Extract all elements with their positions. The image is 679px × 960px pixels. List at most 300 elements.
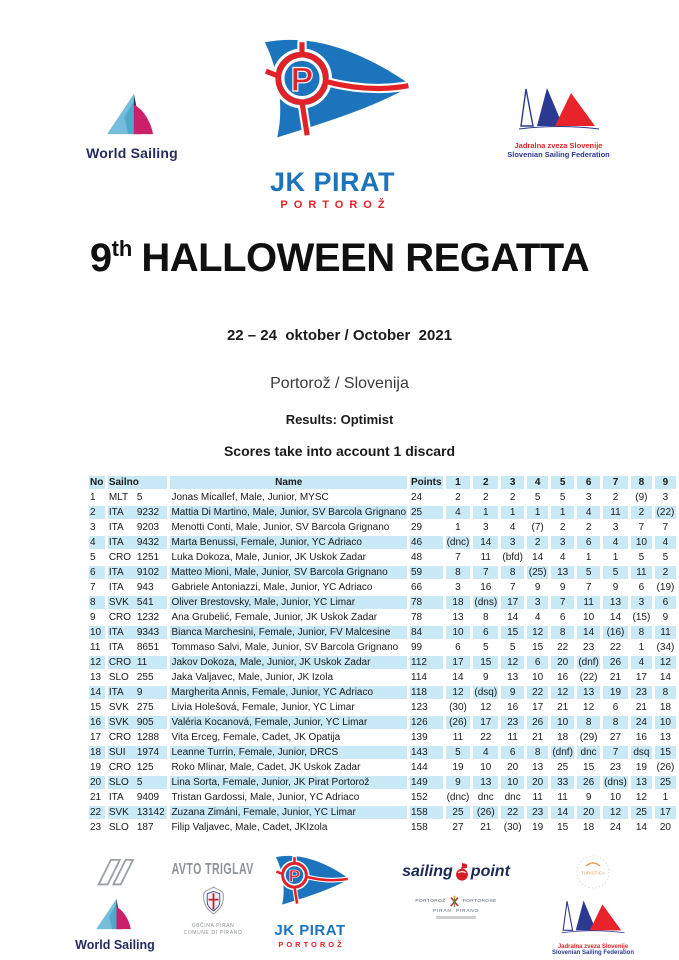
cell-race-score: 3: [501, 536, 524, 549]
cell-name: Zuzana Zimáni, Female, Junior, YC Limar: [170, 806, 407, 819]
world-sailing-logo: [72, 90, 192, 161]
cell-race-score: 22: [527, 686, 548, 699]
cell-race-score: 4: [534, 612, 541, 623]
cell-race-score: (15): [632, 612, 651, 623]
cell-name: Margherita Annis, Female, Junior, YC Adriaco: [170, 686, 407, 699]
cell-name: Livia Holešová, Female, Junior, YC Limar: [171, 702, 355, 713]
table-row: [89, 626, 676, 639]
cell-race-score: 13: [452, 612, 464, 623]
cell-race-score: 12: [446, 686, 471, 699]
cell-race-score: 22: [609, 642, 622, 653]
cell-country: CRO: [108, 732, 132, 743]
federation-name-en: Slovenian Sailing Federation: [507, 150, 610, 159]
cell-race-score: 24: [631, 716, 652, 729]
cell-sailno: [108, 746, 168, 759]
piran-municipality-it: COMUNE DI PIRANO: [183, 929, 243, 936]
cell-race-score: 19: [635, 762, 647, 773]
cell-sailnumber: 8651: [136, 642, 160, 653]
table-row: [89, 566, 676, 579]
cell-race-score: 17: [532, 702, 544, 713]
cell-race-score: 5: [509, 642, 516, 653]
pennant-letter: P: [290, 60, 313, 99]
jk-pirat-pennant-icon: [268, 853, 352, 915]
sailing-federation-logo: [486, 84, 631, 159]
cell-race-score: 16: [480, 582, 492, 593]
cell-sailnumber: 541: [136, 597, 154, 608]
cell-race-score: 17: [635, 672, 647, 683]
cell-points: 112: [410, 656, 443, 669]
cell-race-score: 6: [473, 626, 498, 639]
column-header: 9: [655, 476, 676, 489]
cell-race-score: 13: [507, 672, 519, 683]
column-header: 7: [603, 476, 628, 489]
cell-race-score: 1: [551, 506, 574, 519]
cell-race-score: (dnc): [446, 792, 470, 803]
cell-rank: 13: [90, 672, 102, 683]
world-sailing-label: World Sailing: [86, 145, 178, 161]
cell-sailno: [108, 641, 168, 654]
cell-country: ITA: [108, 537, 124, 548]
cell-name: Marta Benussi, Female, Junior, YC Adriaco: [170, 536, 407, 549]
cell-race-score: 4: [577, 506, 600, 519]
cell-race-score: 7: [603, 746, 628, 759]
cell-race-score: 13: [551, 566, 574, 579]
cell-race-score: 11: [603, 506, 628, 519]
cell-race-score: 5: [446, 746, 471, 759]
avto-triglav-label: AVTO TRIGLAV: [171, 859, 255, 879]
discard-note: Scores take into account 1 discard: [223, 443, 456, 459]
cell-race-score: 3: [612, 522, 619, 533]
cell-sailno: [108, 686, 168, 699]
cell-race-score: 9: [559, 582, 566, 593]
buoy-icon: [455, 862, 469, 881]
cell-sailnumber: 905: [136, 717, 154, 728]
cell-name: Lina Sorta, Female, Junior, JK Pirat Portorož: [170, 776, 407, 789]
federation-sails-icon: [560, 897, 626, 937]
cell-race-score: 9: [662, 612, 669, 623]
cell-race-score: 4: [631, 656, 652, 669]
cell-race-score: 11: [557, 792, 568, 803]
cell-country: SUI: [108, 747, 126, 758]
cell-rank: 6: [89, 566, 105, 579]
world-sailing-label: World Sailing: [75, 938, 155, 952]
cell-race-score: 1: [473, 506, 498, 519]
cell-race-score: 13: [603, 596, 628, 609]
cell-race-score: 11: [532, 792, 543, 803]
cell-race-score: 7: [551, 596, 574, 609]
cell-race-score: 5: [482, 642, 489, 653]
cell-race-score: 25: [631, 806, 652, 819]
cell-race-score: 6: [577, 536, 600, 549]
cell-race-score: 3: [455, 582, 461, 593]
cell-race-score: 11: [480, 552, 491, 563]
cell-sailno: [108, 806, 168, 819]
cell-sailno: [108, 656, 168, 669]
cell-race-score: 14: [635, 822, 647, 833]
cell-race-score: 12: [603, 806, 628, 819]
cell-race-score: (7): [531, 522, 544, 533]
table-row: [89, 716, 676, 729]
cell-race-score: 24: [609, 822, 622, 833]
cell-race-score: (25): [528, 567, 547, 578]
cell-country: ITA: [108, 582, 124, 593]
cell-rank: 22: [89, 806, 105, 819]
cell-rank: 7: [90, 582, 96, 593]
cell-race-score: 7: [638, 522, 645, 533]
sailing-point-word2: point: [470, 862, 510, 880]
column-header: 8: [631, 476, 652, 489]
cell-race-score: dnc: [504, 792, 521, 803]
footer-jk-pirat-logo: [258, 853, 362, 949]
cell-race-score: 1: [662, 792, 669, 803]
cell-race-score: 8: [655, 686, 676, 699]
cell-race-score: (26): [446, 716, 471, 729]
cell-points: 78: [411, 612, 423, 623]
cell-race-score: 7: [509, 582, 516, 593]
cell-rank: 21: [90, 792, 102, 803]
cell-race-score: 22: [501, 806, 524, 819]
cell-country: SVK: [108, 702, 129, 713]
table-row: [89, 821, 676, 834]
cell-points: 84: [410, 626, 443, 639]
cell-race-score: 11: [452, 732, 464, 743]
cell-race-score: 6: [655, 596, 676, 609]
cell-sailno: [108, 551, 168, 564]
results-class-label: Results: Optimist: [285, 412, 394, 427]
table-row: [89, 611, 676, 624]
cell-country: ITA: [108, 567, 124, 578]
cell-race-score: 27: [452, 822, 464, 833]
cell-sailnumber: 9232: [136, 507, 160, 518]
cell-sailnumber: 5: [136, 777, 143, 788]
cell-race-score: 1: [455, 522, 461, 533]
column-header: 2: [473, 476, 498, 489]
cell-race-score: 2: [482, 492, 489, 503]
cell-race-score: 25: [557, 762, 569, 773]
cell-race-score: 22: [480, 732, 492, 743]
cell-race-score: 4: [655, 536, 676, 549]
cell-race-score: (22): [579, 672, 598, 683]
cell-points: 99: [411, 642, 423, 653]
cell-race-score: 10: [609, 792, 622, 803]
cell-race-score: (bfd): [502, 552, 523, 563]
cell-race-score: 20: [659, 822, 671, 833]
table-row: [89, 506, 676, 519]
cell-race-score: 2: [509, 492, 516, 503]
cell-race-score: 9: [534, 582, 541, 593]
cell-race-score: 4: [559, 552, 566, 563]
cell-sailnumber: 9203: [136, 522, 160, 533]
cell-race-score: 2: [612, 492, 619, 503]
cell-race-score: 14: [551, 806, 574, 819]
cell-race-score: (dnc): [446, 537, 470, 548]
table-row: [89, 491, 676, 504]
cell-points: 158: [410, 806, 443, 819]
cell-rank: 17: [90, 732, 102, 743]
table-row: [89, 761, 676, 774]
cell-race-score: 12: [501, 656, 524, 669]
portoroz-label-sl: PORTOROŽ: [415, 899, 446, 904]
table-row: [89, 521, 676, 534]
cell-rank: 16: [89, 716, 105, 729]
cell-race-score: 12: [583, 702, 595, 713]
cell-name: Oliver Brestovsky, Male, Junior, YC Limar: [170, 596, 407, 609]
cell-name: Roko Mlinar, Male, Cadet, JK Uskok Zadar: [171, 762, 361, 773]
table-row: [89, 656, 676, 669]
cell-race-score: 14: [577, 626, 600, 639]
cell-race-score: 10: [446, 626, 471, 639]
cell-country: SVK: [108, 807, 129, 818]
cell-race-score: 17: [446, 656, 471, 669]
cell-race-score: (dnf): [552, 747, 573, 758]
title-number: 9: [89, 236, 112, 280]
cell-race-score: 21: [609, 672, 622, 683]
cell-country: CRO: [108, 657, 132, 668]
cell-name: Tommaso Salvi, Male, Junior, SV Barcola Grignano: [171, 642, 399, 653]
cell-race-score: (26): [473, 806, 498, 819]
cell-race-score: 4: [473, 746, 498, 759]
cell-name: Leanne Turrin, Female, Junior, DRCS: [170, 746, 407, 759]
cell-sailno: [108, 671, 168, 684]
cell-race-score: 19: [452, 762, 464, 773]
cell-sailno: [108, 701, 168, 714]
cell-race-score: 10: [551, 716, 574, 729]
cell-points: 46: [410, 536, 443, 549]
cell-race-score: 10: [655, 716, 676, 729]
cell-race-score: 15: [583, 762, 595, 773]
cell-race-score: 5: [534, 492, 541, 503]
cell-race-score: 4: [509, 522, 516, 533]
cell-race-score: 20: [507, 762, 519, 773]
cell-rank: 9: [90, 612, 96, 623]
cell-race-score: 2: [655, 566, 676, 579]
cell-country: ITA: [108, 792, 124, 803]
cell-sailnumber: 9432: [136, 537, 160, 548]
cell-race-score: 11: [631, 566, 652, 579]
cell-sailnumber: 275: [136, 702, 154, 713]
cell-race-score: 20: [577, 806, 600, 819]
cell-race-score: 13: [659, 732, 671, 743]
column-header: No: [90, 477, 104, 488]
cell-race-score: 14: [659, 672, 671, 683]
cell-country: SVK: [108, 717, 129, 728]
cell-race-score: 23: [583, 642, 595, 653]
cell-rank: 4: [89, 536, 105, 549]
title-text: HALLOWEEN REGATTA: [141, 236, 590, 280]
table-row: [89, 731, 676, 744]
cell-race-score: 17: [501, 596, 524, 609]
cell-points: 158: [411, 822, 428, 833]
cell-race-score: 4: [446, 506, 471, 519]
cell-race-score: 5: [577, 566, 600, 579]
cell-points: 139: [411, 732, 428, 743]
piran-crest-icon: [200, 885, 227, 916]
cell-race-score: 12: [655, 656, 676, 669]
cell-country: ITA: [108, 507, 124, 518]
cell-race-score: 20: [527, 776, 548, 789]
cell-name: Tristan Gardossi, Male, Junior, YC Adriaco: [171, 792, 360, 803]
cell-name: Matteo Mioni, Male, Junior, SV Barcola Grignano: [170, 566, 407, 579]
cell-race-score: (29): [579, 732, 598, 743]
cell-sailnumber: 125: [136, 762, 154, 773]
world-sailing-sail-icon: [103, 90, 161, 138]
column-header: 5: [551, 476, 574, 489]
table-row: [89, 536, 676, 549]
turistica-icon: [574, 853, 612, 891]
cell-rank: 11: [90, 642, 101, 653]
cell-country: SLO: [108, 672, 129, 683]
cell-race-score: 8: [527, 746, 548, 759]
cell-race-score: 8: [551, 626, 574, 639]
cell-sailnumber: 1974: [136, 747, 160, 758]
cell-race-score: 2: [559, 522, 566, 533]
table-row: [89, 776, 676, 789]
cell-sailnumber: 13142: [136, 807, 165, 818]
column-header: Sailno: [108, 476, 168, 489]
cell-rank: 12: [89, 656, 105, 669]
cell-country: CRO: [108, 552, 132, 563]
cell-race-score: 18: [583, 822, 595, 833]
cell-race-score: 8: [631, 626, 652, 639]
turistica-label: TURISTICA: [580, 870, 606, 876]
cell-points: 126: [410, 716, 443, 729]
portoroz-label-it: PORTOROSE: [462, 899, 497, 904]
footer-sailing-point-logo: [392, 862, 520, 919]
cell-sailnumber: 9343: [136, 627, 160, 638]
jk-pirat-subtitle: PORTOROŽ: [278, 940, 345, 949]
cell-name: Valéria Kocanová, Female, Junior, YC Limar: [170, 716, 407, 729]
title-ordinal: th: [111, 236, 133, 261]
cell-race-score: 23: [609, 762, 622, 773]
cell-points: 48: [411, 552, 423, 563]
cell-race-score: (dns): [474, 597, 498, 608]
cell-country: ITA: [108, 522, 124, 533]
cell-name: Mattia Di Martino, Male, Junior, SV Barcola Grignano: [171, 507, 406, 518]
footer-small-caption-bar: [436, 916, 476, 919]
cell-rank: 14: [89, 686, 105, 699]
table-row: [89, 686, 676, 699]
column-header: 3: [501, 476, 524, 489]
results-body: [89, 491, 676, 834]
cell-sailnumber: 9102: [136, 567, 160, 578]
cell-name: Ana Grubelić, Female, Junior, JK Uskok Zadar: [171, 612, 378, 623]
column-header: 6: [577, 476, 600, 489]
cell-race-score: 20: [551, 656, 574, 669]
cell-sailno: [108, 791, 168, 804]
cell-race-score: 18: [557, 732, 569, 743]
cell-country: ITA: [108, 687, 124, 698]
cell-points: 114: [411, 672, 427, 683]
cell-race-score: 7: [585, 582, 592, 593]
cell-race-score: 10: [532, 672, 544, 683]
cell-rank: 1: [90, 492, 96, 503]
cell-race-score: 6: [501, 746, 524, 759]
cell-race-score: 11: [507, 732, 518, 743]
cell-race-score: 21: [480, 822, 492, 833]
cell-race-score: 9: [446, 776, 471, 789]
cell-race-score: 25: [655, 776, 676, 789]
cell-race-score: (9): [635, 492, 648, 503]
cell-race-score: 9: [612, 582, 619, 593]
jk-pirat-subtitle: PORTOROŽ: [280, 199, 391, 211]
cell-name: Jonas Micallef, Male, Junior, MYSC: [171, 492, 329, 503]
cell-rank: 10: [89, 626, 105, 639]
cell-race-score: 8: [603, 716, 628, 729]
cell-race-score: 6: [612, 702, 619, 713]
cell-sailno: [108, 626, 168, 639]
cell-race-score: 10: [583, 612, 595, 623]
federation-name-sl: Jadralna zveza Slovenije: [514, 141, 603, 150]
cell-rank: 5: [90, 552, 96, 563]
cell-sailno: [108, 581, 168, 594]
cell-race-score: 10: [480, 762, 492, 773]
cell-race-score: 13: [631, 776, 652, 789]
cell-race-score: 19: [603, 686, 628, 699]
cell-race-score: 13: [577, 686, 600, 699]
cell-points: 118: [410, 686, 443, 699]
cell-race-score: 26: [527, 716, 548, 729]
table-row: [89, 641, 676, 654]
cell-race-score: (22): [656, 507, 675, 518]
cell-race-score: 2: [455, 492, 461, 503]
cell-points: 152: [411, 792, 428, 803]
footer-avto-triglav-logo: [154, 860, 272, 936]
table-row: [89, 596, 676, 609]
federation-name-en: Slovenian Sailing Federation: [551, 950, 635, 956]
cell-race-score: 14: [452, 672, 464, 683]
cell-race-score: 11: [655, 626, 676, 639]
cell-sailnumber: 187: [136, 822, 154, 833]
cell-sailno: [108, 716, 168, 729]
table-row: [89, 551, 676, 564]
cell-country: SLO: [108, 777, 129, 788]
cell-race-score: (19): [656, 582, 675, 593]
cell-race-score: 1: [527, 506, 548, 519]
cell-points: 78: [410, 596, 443, 609]
cell-rank: 15: [90, 702, 102, 713]
cell-race-score: 8: [577, 716, 600, 729]
cell-race-score: 6: [559, 612, 566, 623]
cell-race-score: 15: [557, 822, 569, 833]
cell-race-score: (26): [656, 762, 675, 773]
cell-points: 29: [411, 522, 423, 533]
cell-sailno: [108, 536, 168, 549]
piran-municipality-sl: OBČINA PIRAN: [191, 923, 235, 929]
cell-race-score: 7: [473, 566, 498, 579]
cell-name: Jakov Dokoza, Male, Junior, JK Uskok Zadar: [170, 656, 407, 669]
cell-race-score: 4: [603, 536, 628, 549]
cell-race-score: 18: [446, 596, 471, 609]
cell-sailnumber: 1232: [136, 612, 160, 623]
cell-sailno: [108, 821, 168, 834]
table-row: [89, 671, 676, 684]
cell-rank: 19: [90, 762, 102, 773]
cell-sailno: [108, 611, 168, 624]
cell-race-score: 5: [603, 566, 628, 579]
cell-points: 25: [410, 506, 443, 519]
column-header: 4: [527, 476, 548, 489]
cell-race-score: 10: [501, 776, 524, 789]
cell-rank: 2: [89, 506, 105, 519]
column-header: 1: [446, 476, 471, 489]
cell-race-score: 5: [638, 552, 645, 563]
cell-race-score: dnc: [477, 792, 494, 803]
cell-name: Gabriele Antoniazzi, Male, Junior, YC Adriaco: [171, 582, 373, 593]
cell-sailnumber: 1288: [136, 732, 160, 743]
cell-race-score: 3: [662, 492, 669, 503]
cell-race-score: 6: [455, 642, 461, 653]
cell-race-score: 12: [635, 792, 647, 803]
